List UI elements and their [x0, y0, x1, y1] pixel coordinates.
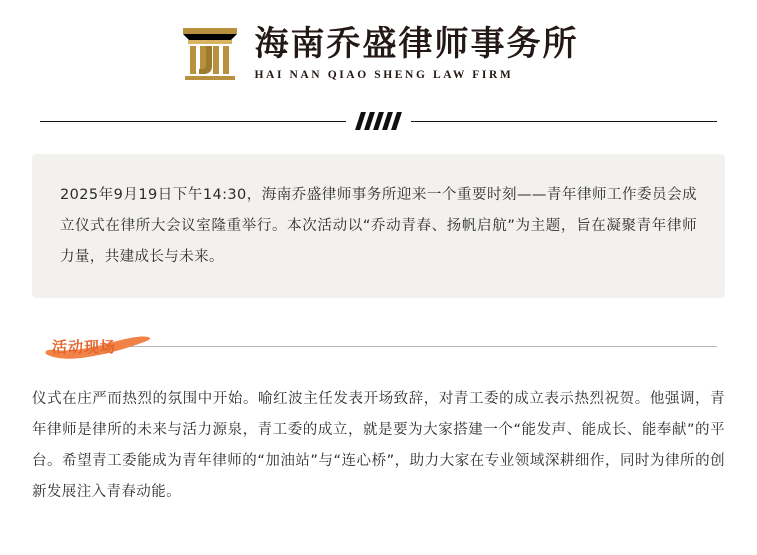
- section-title: 活动现场: [52, 338, 117, 357]
- divider: [0, 108, 757, 134]
- brand-block: [255, 25, 579, 80]
- section-body-text: 仪式在庄严而热烈的氛围中开始。喻红波主任发表开场致辞，对青工委的成立表示热烈祝贺。他强调，青年律师是律所的未来与活力源泉，青工委的成立，就是要为大家搭建一个“能发声、能成长、能奉献”的平台。希望青工委能成为青年律师的“加油站”与“连心桥”，助力大家在专业领域深耕细作，同时为律所的创新发展注入青春动能。: [32, 390, 725, 501]
- lead-paragraph-text: 2025年9月19日下午14:30，海南乔盛律师事务所迎来一个重要时刻——青年律师工作委员会成立仪式在律所大会议室隆重举行。本次活动以“乔动青春、扬帆启航”为主题，旨在凝聚青年律师力量，共建成长与未来。: [60, 187, 697, 266]
- law-firm-pillar-logo-icon: [179, 22, 241, 84]
- lead-paragraph-card: [32, 154, 725, 298]
- section-heading: [32, 332, 725, 362]
- brand-name-cn: 海南乔盛律师事务所: [254, 24, 579, 65]
- section-activity-scene: [32, 332, 725, 509]
- section-rule: [128, 346, 717, 347]
- brand-name-en: HAI NAN QIAO SHENG LAW FIRM: [254, 68, 514, 81]
- document-header: [0, 0, 757, 94]
- slanted-stripes-ornament-icon: [346, 112, 411, 130]
